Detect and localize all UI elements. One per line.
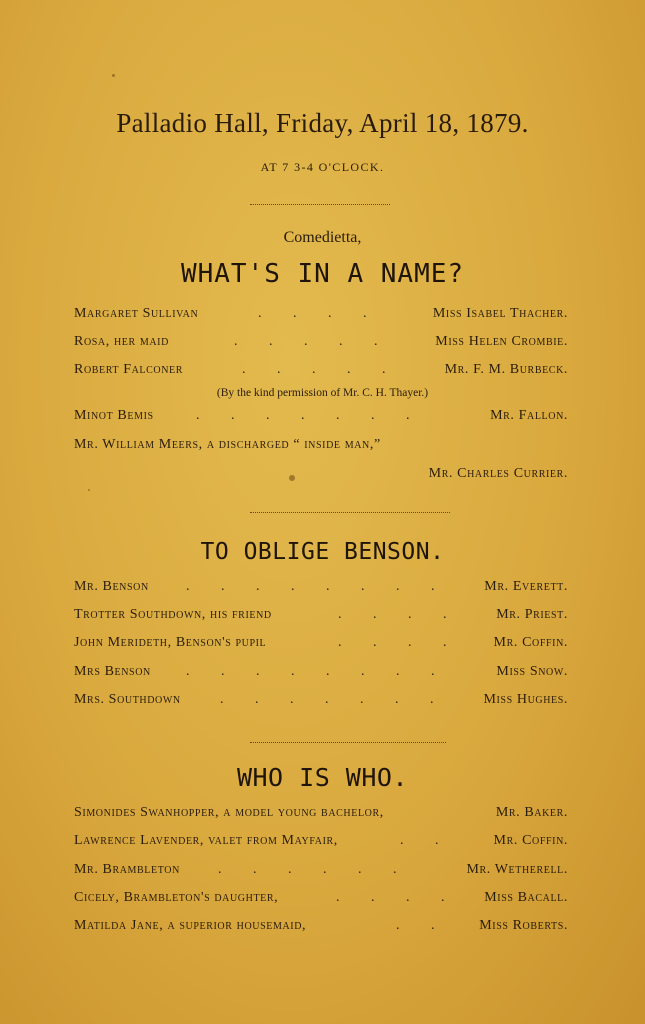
actor-name: Mr. Charles Currier.	[428, 466, 568, 481]
role-name: Mr. Brambleton	[74, 862, 180, 877]
leader-dots: . . . .	[336, 890, 459, 905]
paper-speck	[112, 74, 115, 77]
actor-name: Miss Bacall.	[484, 890, 568, 905]
leader-dots: . . . . .	[234, 334, 392, 349]
leader-dots: . .	[396, 918, 449, 933]
divider	[250, 512, 450, 513]
actor-name: Mr. Wetherell.	[466, 862, 568, 877]
actor-name: Mr. Baker.	[495, 805, 568, 820]
event-time: AT 7 3-4 O'CLOCK.	[260, 160, 385, 174]
cast-row	[74, 466, 568, 486]
role-name: Simonides Swanhopper, a model young bachelor,	[74, 805, 384, 820]
role-name: Mrs. Southdown	[74, 692, 181, 707]
actor-name: Mr. Coffin.	[493, 833, 568, 848]
role-name: Lawrence Lavender, valet from Mayfair,	[74, 833, 338, 848]
cast-row	[74, 862, 568, 882]
cast-row	[74, 890, 568, 910]
play3-title: WHO IS WHO.	[236, 763, 409, 792]
play2-title: TO OBLIGE BENSON.	[200, 539, 445, 565]
role-name: Margaret Sullivan	[74, 306, 199, 321]
role-name: Matilda Jane, a superior housemaid,	[74, 918, 307, 933]
play1-genre: Comedietta,	[283, 229, 362, 246]
actor-name: Miss Roberts.	[479, 918, 568, 933]
role-name: Rosa, her maid	[74, 334, 169, 349]
leader-dots: . . . .	[338, 635, 461, 650]
actor-name: Mr. Everett.	[484, 579, 568, 594]
role-name: John Merideth, Benson's pupil	[74, 635, 267, 650]
cast-row	[74, 664, 568, 684]
cast-row	[74, 408, 568, 428]
cast-row	[74, 579, 568, 599]
cast-row	[74, 635, 568, 655]
cast-row	[74, 833, 568, 853]
actor-name: Miss Helen Crombie.	[435, 334, 568, 349]
actor-name: Miss Isabel Thacher.	[432, 306, 568, 321]
cast-row	[74, 692, 568, 712]
paper-speck	[88, 489, 90, 491]
cast-row	[74, 918, 568, 938]
cast-row	[74, 607, 568, 627]
actor-name: Miss Hughes.	[483, 692, 568, 707]
cast-row	[74, 437, 568, 457]
leader-dots: . . . .	[258, 306, 381, 321]
leader-dots: . . . . . . .	[220, 692, 448, 707]
role-name: Trotter Southdown, his friend	[74, 607, 272, 622]
cast-row	[74, 334, 568, 354]
role-name: Mr. Benson	[74, 579, 149, 594]
leader-dots: . . . . . . . .	[186, 579, 449, 594]
leader-dots: . . . . .	[242, 362, 400, 377]
role-name: Mr. William Meers, a discharged “ inside man,”	[74, 437, 381, 452]
leader-dots: . . . . . .	[218, 862, 411, 877]
leader-dots: . . . . . . . .	[186, 664, 449, 679]
leader-dots: . . . . . . .	[196, 408, 424, 423]
play1-title: WHAT'S IN A NAME?	[180, 259, 465, 289]
divider	[250, 204, 390, 205]
actor-name: Mr. Coffin.	[493, 635, 568, 650]
leader-dots: . .	[400, 833, 453, 848]
role-name: Cicely, Brambleton's daughter,	[74, 890, 279, 905]
cast-row	[74, 362, 568, 382]
divider	[250, 742, 446, 743]
cast-row	[74, 805, 568, 825]
permission-note: (By the kind permission of Mr. C. H. Thayer.)	[216, 387, 429, 399]
actor-name: Mr. F. M. Burbeck.	[444, 362, 568, 377]
cast-row	[74, 306, 568, 326]
event-title: Palladio Hall, Friday, April 18, 1879.	[116, 108, 529, 138]
actor-name: Mr. Priest.	[496, 607, 568, 622]
role-name: Mrs Benson	[74, 664, 151, 679]
actor-name: Mr. Fallon.	[490, 408, 568, 423]
leader-dots: . . . .	[338, 607, 461, 622]
role-name: Minot Bemis	[74, 408, 154, 423]
role-name: Robert Falconer	[74, 362, 184, 377]
actor-name: Miss Snow.	[496, 664, 568, 679]
